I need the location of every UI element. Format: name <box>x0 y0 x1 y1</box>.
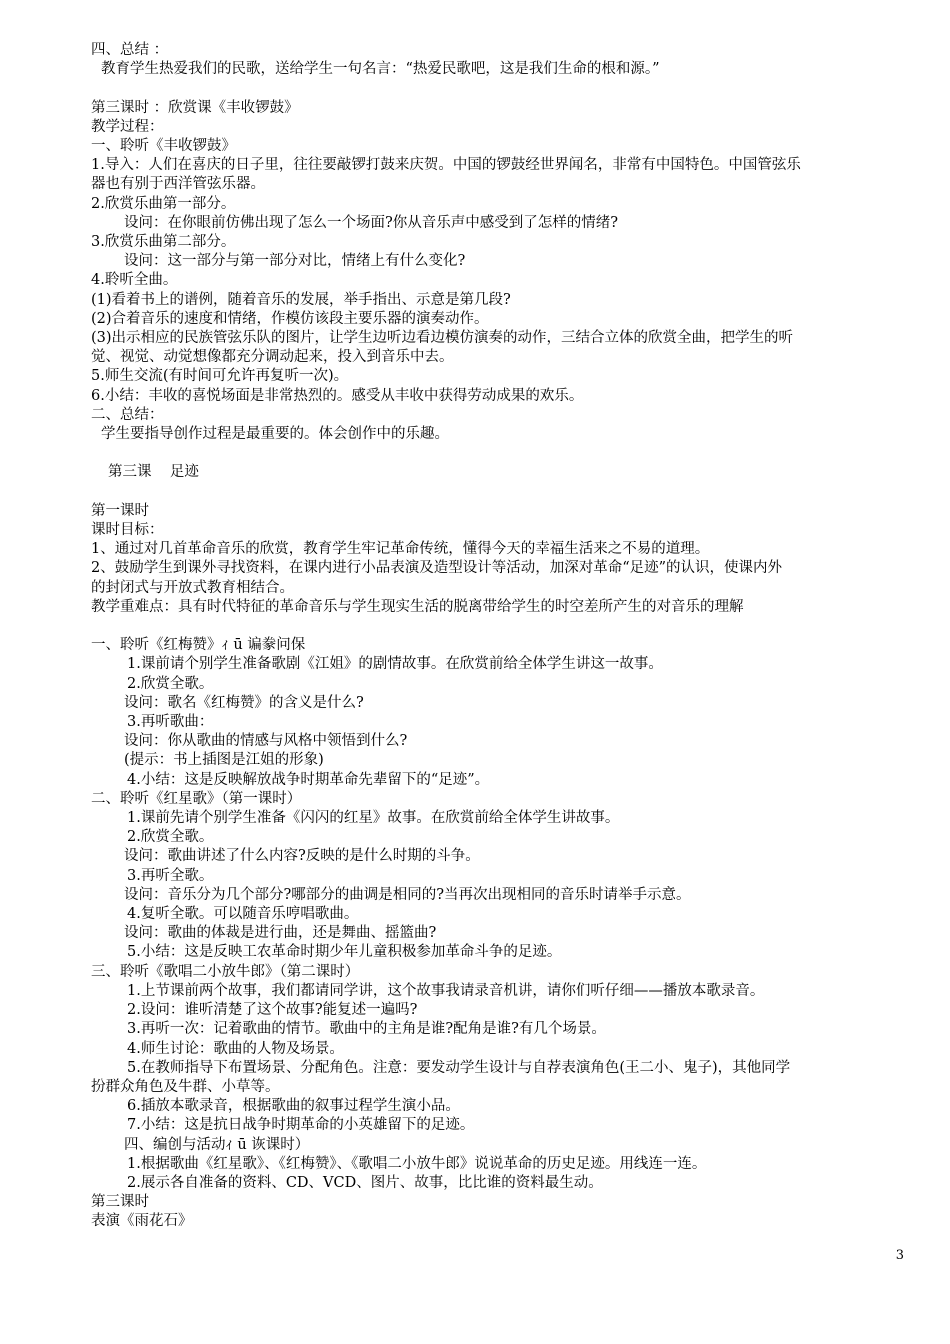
text-line: 2.展示各自准备的资料、CD、VCD、图片、故事，比比谁的资料最生动。 <box>127 1174 603 1191</box>
blank-line <box>91 483 906 502</box>
text-line: 1.课前先请个别学生准备《闪闪的红星》故事。在欣赏前给全体学生讲故事。 <box>127 810 620 827</box>
text-line: 1.上节课前两个故事，我们都请同学讲，这个故事我请录音机讲，请你们听仔细——播放本歌录音。 <box>127 982 765 999</box>
text-line: 5.师生交流(有时间可允许再复听一次)。 <box>91 368 349 385</box>
text-line: 二、聆听《红星歌》（第一课时） <box>91 790 302 807</box>
text-line: 1.根据歌曲《红星歌》、《红梅赞》、《歌唱二小放牛郎》说说革命的历史足迹。用线连一连。 <box>127 1155 707 1172</box>
text-line: 设问：你从歌曲的情感与风格中领悟到什么? <box>124 733 408 750</box>
document-body <box>91 41 906 1232</box>
blank-line <box>91 444 906 463</box>
text-line: 2、鼓励学生到课外寻找资料，在课内进行小品表演及造型设计等活动，加深对革命“足迹”的认识，使课内外 <box>91 560 783 577</box>
text-line: 1.导入：人们在喜庆的日子里，往往要敲锣打鼓来庆贺。中国的锣鼓经世界闻名，非常有中国特色。中国管弦乐 <box>91 157 801 174</box>
text-line: 觉、视觉、动觉想像都充分调动起来，投入到音乐中去。 <box>91 349 454 366</box>
text-line: 四、总结 ： <box>91 42 169 58</box>
text-line: 第三课时 <box>91 1194 149 1211</box>
text-line: 4.复听全歌。可以随音乐哼唱歌曲。 <box>127 906 359 923</box>
text-line: 第三课时 ：欣赏课《丰收锣鼓》 <box>91 99 299 116</box>
text-line: 一、聆听《红梅赞》ｨ ū 谝豢问保 <box>91 637 306 654</box>
text-line: 4.小结：这是反映解放战争时期革命先辈留下的“足迹”。 <box>127 771 490 788</box>
text-line: 2.欣赏乐曲第一部分。 <box>91 195 236 212</box>
text-line: 2.欣赏全歌。 <box>127 829 214 846</box>
text-line: 4.聆听全曲。 <box>91 272 178 289</box>
text-line: 1、通过对几首革命音乐的欣赏，教育学生牢记革命传统，懂得今天的幸福生活来之不易的道理。 <box>91 541 710 558</box>
text-line: 3.欣赏乐曲第二部分。 <box>91 234 236 251</box>
text-line: 二、总结： <box>91 406 164 423</box>
blank-line <box>91 79 906 98</box>
text-line: (提示：书上插图是江姐的形象) <box>124 752 324 769</box>
text-line: 设问：歌名《红梅赞》的含义是什么? <box>124 694 364 711</box>
blank-line <box>91 617 906 636</box>
text-line: 1.课前请个别学生准备歌剧《江姐》的剧情故事。在欣赏前给全体学生讲这一故事。 <box>127 656 663 673</box>
text-line: 设问：音乐分为几个部分?哪部分的曲调是相同的?当再次出现相同的音乐时请举手示意。 <box>124 886 691 903</box>
text-line: 的封闭式与开放式教育相结合。 <box>91 579 294 596</box>
text-line: 扮群众角色及牛群、小草等。 <box>91 1078 280 1095</box>
text-line: 第三课 足迹 <box>108 464 199 481</box>
text-line: (2)合着音乐的速度和情绪，作模仿该段主要乐器的演奏动作。 <box>91 310 489 327</box>
text-line: 3.再听一次：记着歌曲的情节。歌曲中的主角是谁?配角是谁?有几个场景。 <box>127 1021 606 1038</box>
text-line: 课时目标： <box>91 522 164 539</box>
text-line: 6.插放本歌录音，根据歌曲的叙事过程学生演小品。 <box>127 1098 460 1115</box>
page-number: 3 <box>895 1248 904 1263</box>
text-line: 器也有别于西洋管弦乐器。 <box>91 176 265 193</box>
text-line: 5.在教师指导下布置场景、分配角色。注意：要发动学生设计与自荐表演角色(王二小、鬼子)，其他同学 <box>127 1059 791 1076</box>
text-line: 教学过程： <box>91 118 164 135</box>
text-line: (3)出示相应的民族管弦乐队的图片，让学生边听边看边模仿演奏的动作，三结合立体的欣赏全曲，把学生的听 <box>91 330 794 347</box>
text-line: (1)看着书上的谱例，随着音乐的发展，举手指出、示意是第几段? <box>91 291 511 308</box>
text-line: 四、编创与活动ｨ ū 诙课时） <box>124 1136 310 1153</box>
text-line: 3.再听全歌。 <box>127 867 214 884</box>
text-line: 6.小结：丰收的喜悦场面是非常热烈的。感受从丰收中获得劳动成果的欢乐。 <box>91 387 584 404</box>
text-line: 3.再听歌曲： <box>127 714 214 731</box>
text-line: 设问：歌曲讲述了什么内容?反映的是什么时期的斗争。 <box>124 848 480 865</box>
text-line: 5.小结：这是反映工农革命时期少年儿童积极参加革命斗争的足迹。 <box>127 944 562 961</box>
text-line: 三、聆听《歌唱二小放牛郎》（第二课时） <box>91 963 360 980</box>
text-line: 第一课时 <box>91 502 149 519</box>
text-line: 一、聆听《丰收锣鼓》 <box>91 138 236 154</box>
text-line: 设问：在你眼前仿佛出现了怎么一个场面?你从音乐声中感受到了怎样的情绪? <box>124 214 619 231</box>
text-line: 7.小结：这是抗日战争时期革命的小英雄留下的足迹。 <box>127 1117 475 1134</box>
text-line: 4.师生讨论：歌曲的人物及场景。 <box>127 1040 344 1057</box>
text-line: 表演《雨花石》 <box>91 1213 193 1230</box>
text-line: 教学重难点：具有时代特征的革命音乐与学生现实生活的脱离带给学生的时空差所产生的对音乐的理解 <box>91 598 744 615</box>
text-line: 2.设问：谁听清楚了这个故事?能复述一遍吗? <box>127 1002 418 1019</box>
text-line: 2.欣赏全歌。 <box>127 675 214 692</box>
text-line: 设问：这一部分与第一部分对比，情绪上有什么变化? <box>124 253 466 270</box>
text-line: 学生要指导创作过程是最重要的。体会创作中的乐趣。 <box>101 426 449 443</box>
text-line: 教育学生热爱我们的民歌，送给学生一句名言：“热爱民歌吧，这是我们生命的根和源。” <box>101 61 660 78</box>
text-line: 设问：歌曲的体裁是进行曲，还是舞曲、摇篮曲? <box>124 925 437 942</box>
